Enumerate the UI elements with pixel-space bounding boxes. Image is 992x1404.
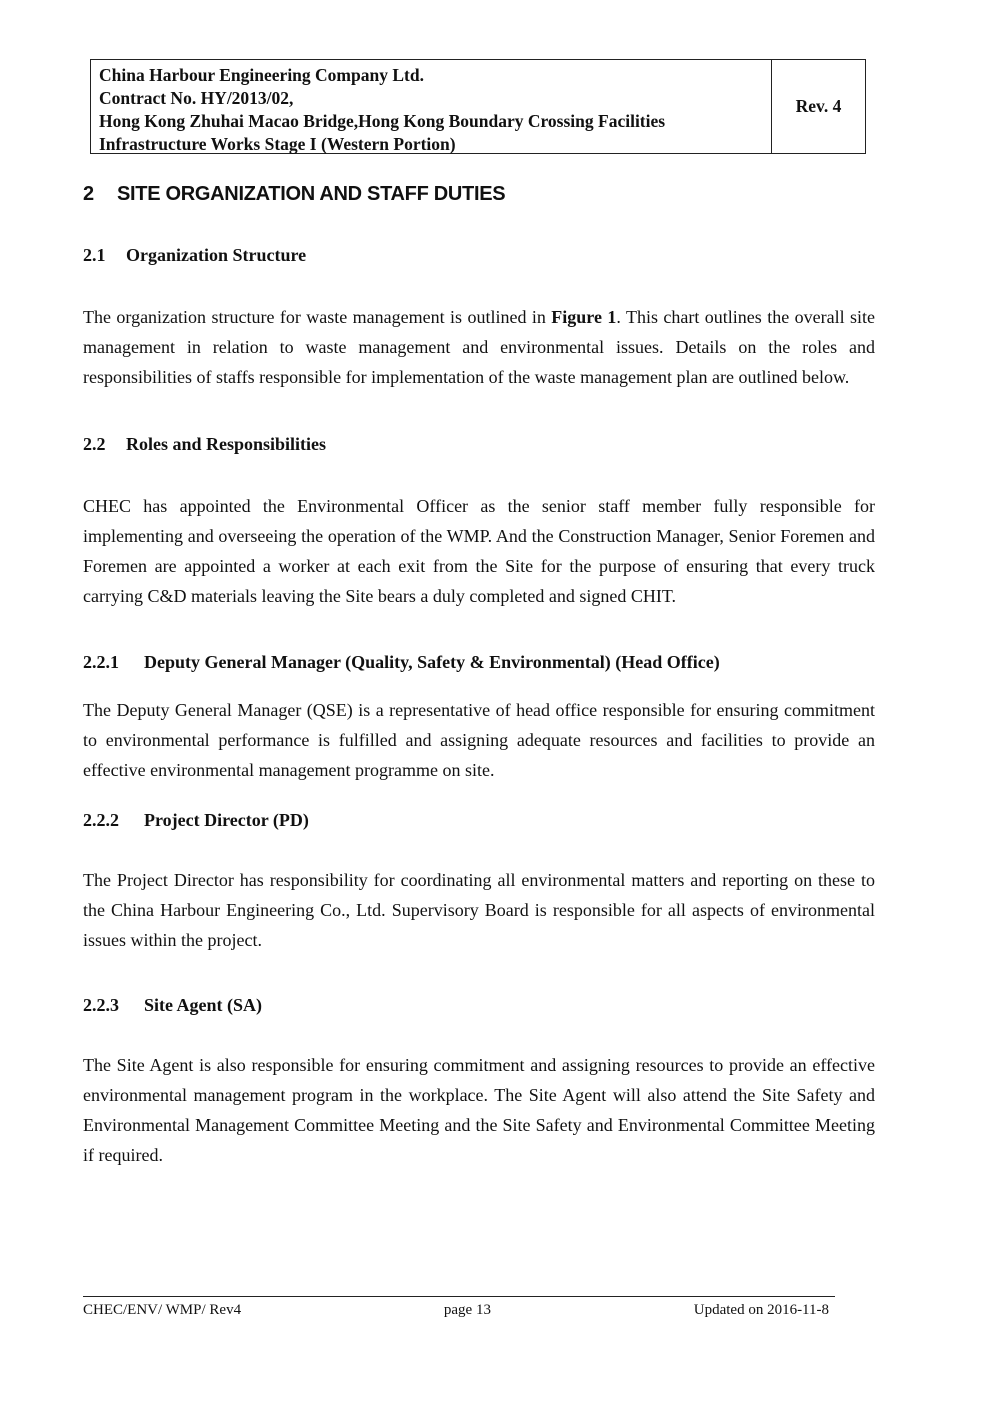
paragraph-text: . This chart outlines the overall site management in relation to waste management and environmental issues. Details on the roles and responsibilities of staffs responsible for implementation of the waste management plan are outlined below. — [83, 307, 875, 387]
paragraph-roles: CHEC has appointed the Environmental Officer as the senior staff member fully responsible for implementing and overseeing the operation of the WMP. And the Construction Manager, Senior Foremen and Foremen are appointed a worker at each exit from the Site for the purpose of ensuring that every truck carrying C&D materials leaving the Site bears a duly completed and signed CHIT. — [83, 496, 875, 606]
section-number: 2.2.1 — [83, 652, 119, 672]
paragraph-organization — [83, 302, 875, 392]
document-header — [90, 59, 866, 154]
footer-doc-ref: CHEC/ENV/ WMP/ Rev4 — [83, 1302, 242, 1318]
header-revision: Rev. 4 — [795, 96, 842, 116]
section-number: 2.2.2 — [83, 810, 119, 830]
chapter-title: SITE ORGANIZATION AND STAFF DUTIES — [117, 183, 506, 205]
section-title: Project Director (PD) — [144, 810, 309, 830]
chapter-heading — [83, 178, 875, 210]
paragraph-project-director: The Project Director has responsibility for coordinating all environmental matters and reporting on these to the China Harbour Engineering Co., Ltd. Supervisory Board is responsible for all aspects of environmental issues within the project. — [83, 870, 875, 950]
header-contract: Contract No. HY/2013/02, — [99, 88, 294, 108]
section-heading-2-2 — [83, 433, 875, 455]
section-title: Roles and Responsibilities — [126, 434, 327, 454]
section-title: Deputy General Manager (Quality, Safety & Environmental) (Head Office) — [144, 652, 720, 672]
footer-divider — [83, 1296, 835, 1297]
document-body — [83, 178, 875, 1170]
paragraph-deputy-gm: The Deputy General Manager (QSE) is a representative of head office responsible for ensuring commitment to environmental performance is fulfilled and assigning adequate resources and facilities to provide an effective environmental management programme on site. — [83, 700, 875, 780]
footer-updated-date: Updated on 2016-11-8 — [693, 1302, 829, 1318]
section-heading-2-2-3 — [83, 994, 875, 1016]
section-title: Site Agent (SA) — [144, 995, 262, 1015]
header-company: China Harbour Engineering Company Ltd. — [99, 65, 424, 85]
header-title-block — [91, 60, 772, 153]
paragraph-site-agent: The Site Agent is also responsible for ensuring commitment and assigning resources to provide an effective environmental management program in the workplace. The Site Agent will also attend the Site Safety and Environmental Management Committee Meeting and the Site Safety and Environmental Committee Meeting if required. — [83, 1055, 875, 1165]
footer-page-number: page 13 — [443, 1302, 491, 1318]
section-heading-2-2-1 — [83, 651, 875, 673]
section-number: 2.1 — [83, 245, 106, 265]
header-project: Hong Kong Zhuhai Macao Bridge,Hong Kong Boundary Crossing Facilities — [99, 111, 666, 131]
chapter-number: 2 — [83, 183, 94, 205]
figure-reference: Figure 1 — [551, 307, 617, 327]
paragraph-text: The organization structure for waste management is outlined in — [83, 307, 552, 327]
section-number: 2.2 — [83, 434, 106, 454]
page-footer — [83, 1302, 829, 1319]
section-heading-2-2-2 — [83, 809, 875, 831]
header-works: Infrastructure Works Stage I (Western Portion) — [99, 134, 456, 154]
section-number: 2.2.3 — [83, 995, 119, 1015]
section-title: Organization Structure — [126, 245, 307, 265]
section-heading-2-1 — [83, 244, 875, 266]
